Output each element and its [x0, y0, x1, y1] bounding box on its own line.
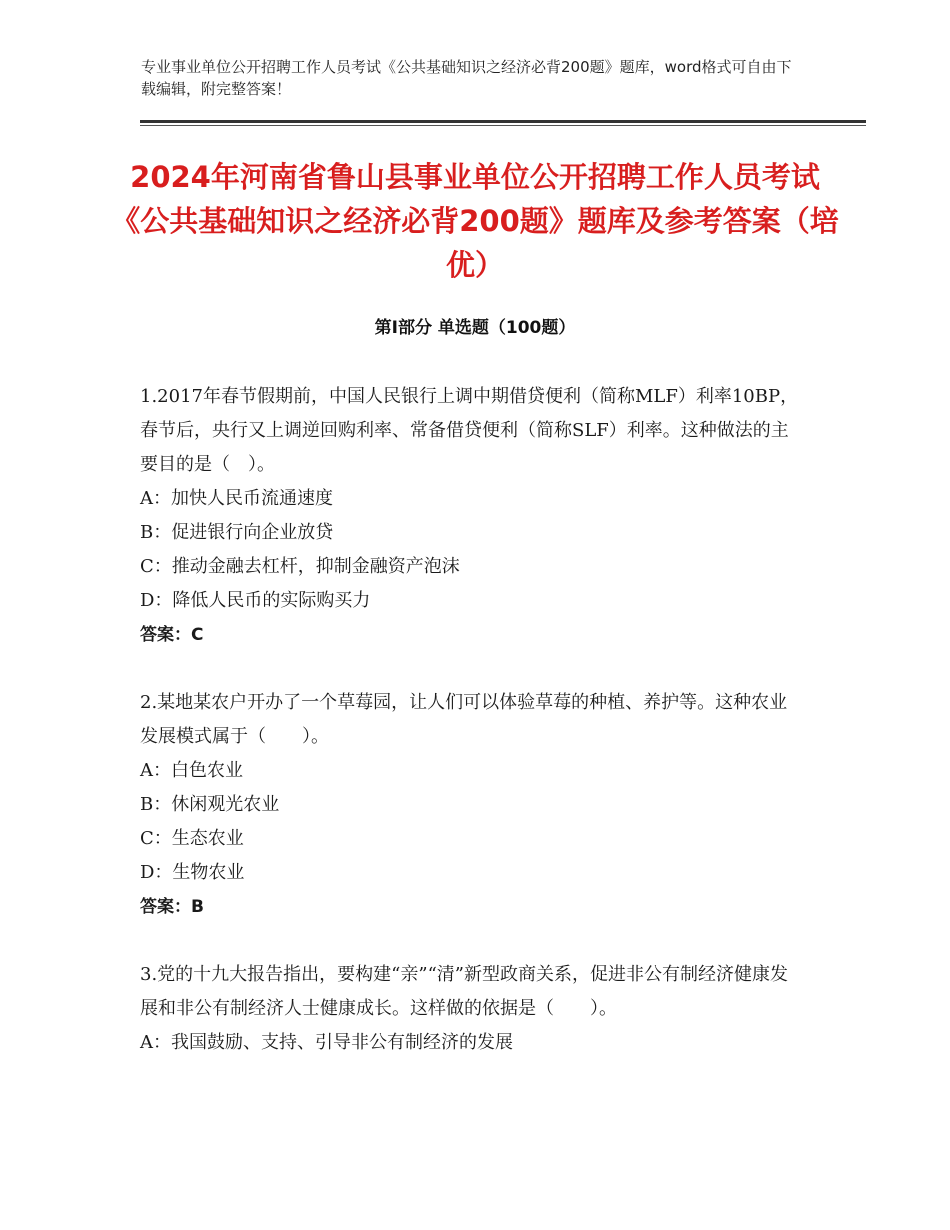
option-a: A：加快人民币流通速度 [140, 488, 333, 509]
question-1 [140, 380, 805, 652]
question-stem: 3.党的十九大报告指出，要构建“亲”“清”新型政商关系，促进非公有制经济健康发展和非公有制经济人士健康成长。这样做的依据是（ ）。 [140, 964, 788, 1019]
question-3 [140, 958, 805, 1060]
option-b: B：促进银行向企业放贷 [140, 522, 334, 543]
option-d: D：生物农业 [140, 862, 245, 883]
header-divider-thin [140, 125, 866, 126]
document-title: 2024年河南省鲁山县事业单位公开招聘工作人员考试《公共基础知识之经济必背200题》题库及参考答案（培优） [111, 160, 839, 282]
answer: 答案：B [140, 897, 204, 917]
option-c: C：推动金融去杠杆，抑制金融资产泡沫 [140, 556, 460, 577]
question-stem: 1.2017年春节假期前，中国人民银行上调中期借贷便利（简称MLF）利率10BP，春节后，央行又上调逆回购利率、常备借贷便利（简称SLF）利率。这种做法的主要目的是（ ）。 [140, 386, 799, 475]
option-b: B：休闲观光农业 [140, 794, 280, 815]
option-a: A：白色农业 [140, 760, 243, 781]
option-c: C：生态农业 [140, 828, 244, 849]
answer: 答案：C [140, 625, 204, 645]
header-note: 专业事业单位公开招聘工作人员考试《公共基础知识之经济必背200题》题库，word格式可自由下载编辑，附完整答案！ [141, 58, 792, 98]
question-list [140, 380, 805, 1094]
question-stem: 2.某地某农户开办了一个草莓园，让人们可以体验草莓的种植、养护等。这种农业发展模式属于（ ）。 [140, 692, 788, 747]
header-divider-thick [140, 120, 866, 123]
section-title: 第Ⅰ部分 单选题（100题） [374, 318, 576, 338]
question-2 [140, 686, 805, 924]
option-d: D：降低人民币的实际购买力 [140, 590, 371, 611]
option-a: A：我国鼓励、支持、引导非公有制经济的发展 [140, 1032, 513, 1053]
